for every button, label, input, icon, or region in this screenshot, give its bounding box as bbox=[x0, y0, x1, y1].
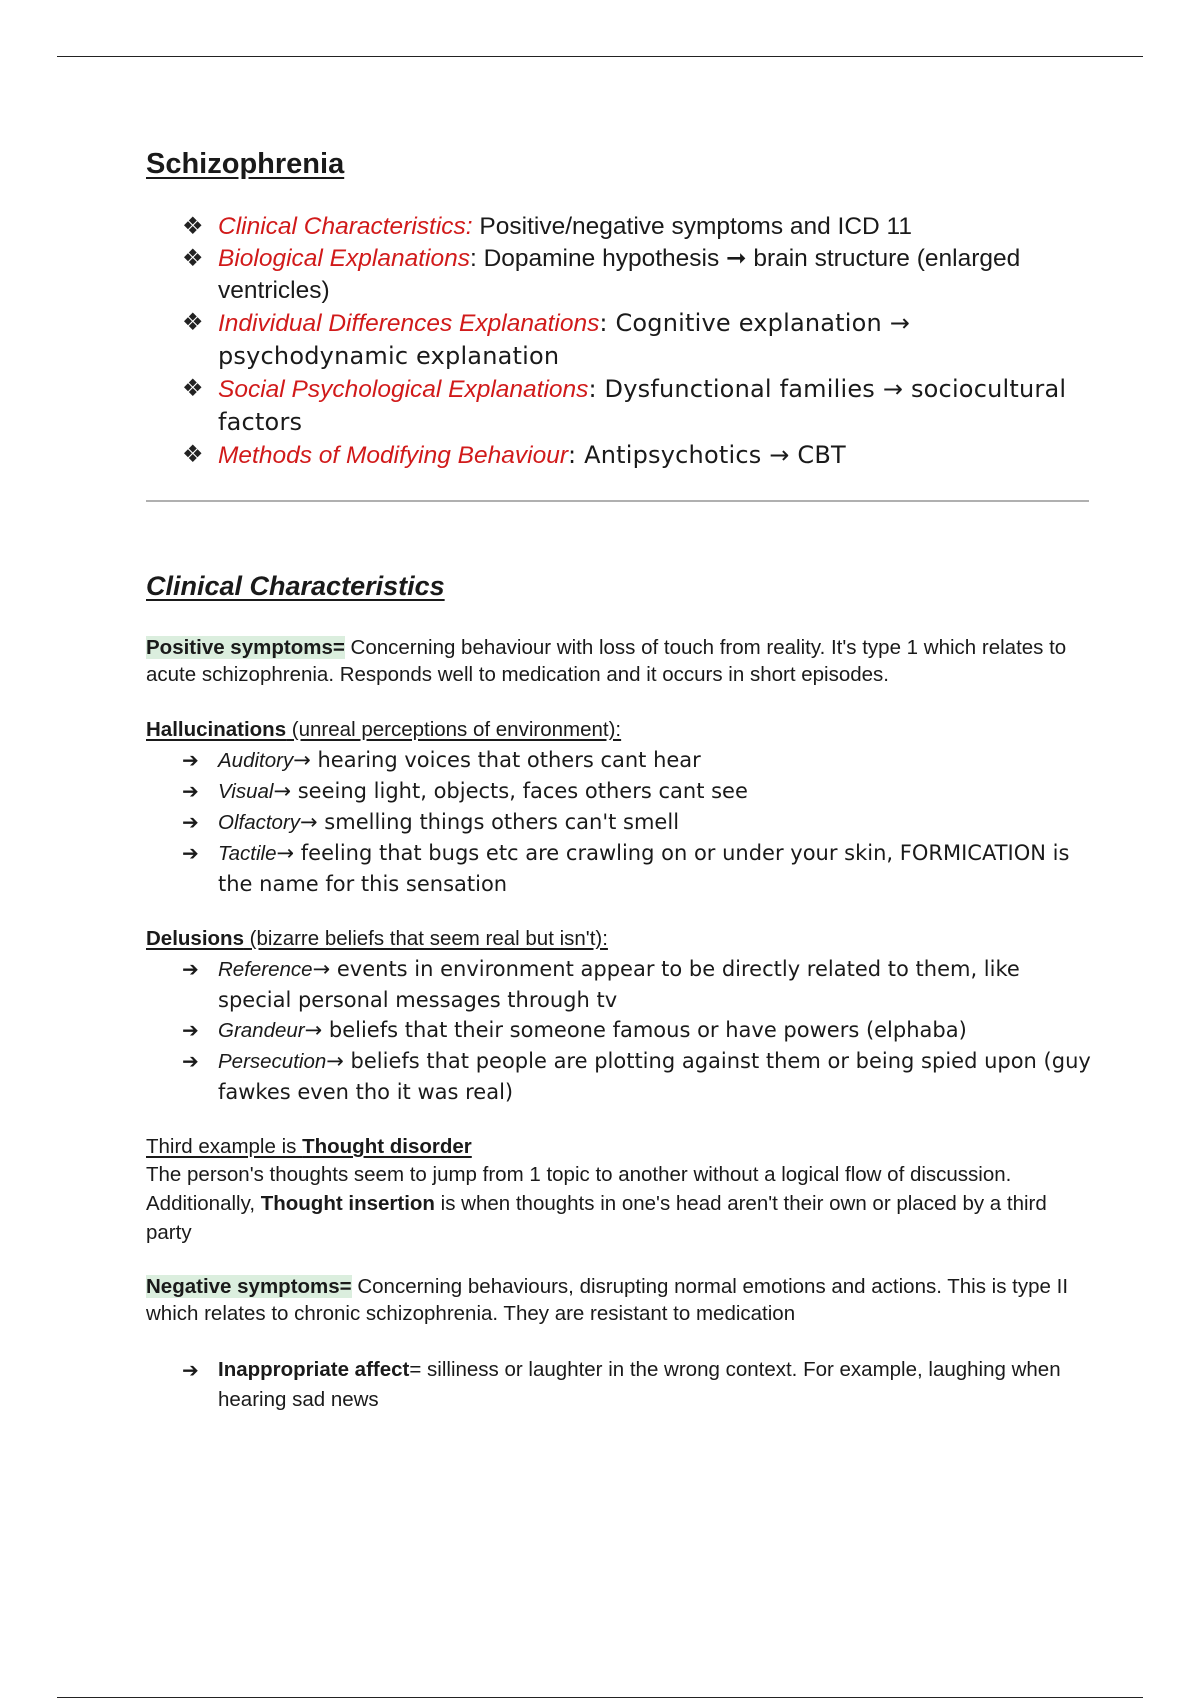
item-term: Tactile bbox=[218, 842, 277, 865]
delusions-list bbox=[146, 954, 1091, 1107]
overview-label: Social Psychological Explanations bbox=[218, 376, 589, 403]
item-term: Inappropriate affect bbox=[218, 1358, 410, 1381]
delusions-desc: (bizarre beliefs that seem real but isn't): bbox=[243, 927, 608, 950]
negative-symptoms-paragraph bbox=[146, 1273, 1091, 1327]
overview-text: : Dysfunctional families → sociocultural factors bbox=[218, 375, 1067, 436]
hallucinations-list bbox=[146, 745, 1091, 899]
item-text: → feeling that bugs etc are crawling on or under your skin, FORMICATION is the name for this sensation bbox=[218, 841, 1070, 896]
item-term: Auditory bbox=[218, 749, 294, 772]
list-item bbox=[146, 838, 1091, 899]
section-title: Clinical Characteristics bbox=[146, 571, 445, 601]
list-item bbox=[146, 776, 1091, 807]
thought-text-1: The person's thoughts seem to jump from 1 topic to another without a logical flow of discussion. Additionally, bbox=[146, 1163, 1012, 1215]
section-divider bbox=[146, 500, 1089, 502]
thought-insertion-term: Thought insertion bbox=[260, 1192, 435, 1215]
item-term: Olfactory bbox=[218, 811, 301, 834]
positive-symptoms-text: Concerning behaviour with loss of touch from reality. It's type 1 which relates to acute schizophrenia. Responds well to medication and it occurs in short episodes. bbox=[146, 636, 1067, 686]
list-item bbox=[146, 1046, 1091, 1107]
arrow-bullet-icon: ➔ bbox=[182, 779, 199, 803]
list-item bbox=[146, 954, 1091, 1015]
item-text: → hearing voices that others cant hear bbox=[293, 748, 701, 772]
item-text: → smelling things others can't smell bbox=[300, 810, 680, 834]
item-term: Visual bbox=[218, 780, 274, 803]
list-item bbox=[146, 807, 1091, 838]
diamond-bullet-icon: ❖ bbox=[182, 245, 204, 272]
delusions-term: Delusions bbox=[146, 927, 244, 950]
arrow-bullet-icon: ➔ bbox=[182, 810, 199, 834]
item-term: Reference bbox=[218, 958, 313, 981]
thought-disorder-paragraph bbox=[146, 1160, 1091, 1247]
hallucinations-term: Hallucinations bbox=[146, 718, 287, 741]
diamond-bullet-icon: ❖ bbox=[182, 441, 204, 468]
hallucinations-heading bbox=[146, 716, 1091, 743]
list-item bbox=[146, 1355, 1091, 1415]
page-title: Schizophrenia bbox=[146, 148, 345, 180]
arrow-bullet-icon: ➔ bbox=[182, 748, 199, 772]
list-item bbox=[146, 745, 1091, 776]
overview-text: : Dopamine hypothesis ➞ brain structure (enlarged ventricles) bbox=[218, 245, 1021, 304]
page-bottom-rule bbox=[57, 1697, 1143, 1698]
negative-symptoms-list bbox=[146, 1355, 1091, 1415]
overview-item bbox=[146, 373, 1091, 439]
overview-text: : Antipsychotics → CBT bbox=[568, 441, 846, 469]
diamond-bullet-icon: ❖ bbox=[182, 375, 204, 402]
overview-text: : Cognitive explanation → psychodynamic explanation bbox=[218, 309, 911, 370]
item-text: → events in environment appear to be directly related to them, like special personal messages through tv bbox=[218, 957, 1020, 1012]
overview-label: Biological Explanations bbox=[218, 245, 470, 272]
page-top-rule bbox=[57, 56, 1143, 57]
overview-label: Individual Differences Explanations bbox=[218, 310, 600, 337]
item-text: → seeing light, objects, faces others cant see bbox=[273, 779, 748, 803]
arrow-bullet-icon: ➔ bbox=[182, 957, 199, 981]
delusions-heading bbox=[146, 925, 1091, 952]
list-item bbox=[146, 1015, 1091, 1046]
item-term: Persecution bbox=[218, 1050, 327, 1073]
item-text: → beliefs that people are plotting against them or being spied upon (guy fawkes even tho it was real) bbox=[218, 1049, 1091, 1104]
overview-label: Methods of Modifying Behaviour bbox=[218, 442, 568, 469]
positive-symptoms-paragraph bbox=[146, 634, 1091, 688]
thought-disorder-heading bbox=[146, 1133, 1091, 1160]
overview-text: Positive/negative symptoms and ICD 11 bbox=[472, 213, 912, 240]
overview-label: Clinical Characteristics: bbox=[218, 213, 473, 240]
overview-item bbox=[146, 211, 1091, 243]
negative-symptoms-label: Negative symptoms= bbox=[146, 1275, 352, 1298]
arrow-bullet-icon: ➔ bbox=[182, 1358, 199, 1382]
overview-item bbox=[146, 243, 1091, 307]
item-text: → beliefs that their someone famous or have powers (elphaba) bbox=[304, 1018, 967, 1042]
thought-text-2: is when thoughts in one's head aren't their own or placed by a third party bbox=[146, 1192, 1047, 1244]
thought-term: Thought disorder bbox=[302, 1135, 472, 1158]
arrow-bullet-icon: ➔ bbox=[182, 1018, 199, 1042]
diamond-bullet-icon: ❖ bbox=[182, 213, 204, 240]
negative-symptoms-text: Concerning behaviours, disrupting normal emotions and actions. This is type II which relates to chronic schizophrenia. They are resistant to medication bbox=[146, 1275, 1069, 1325]
item-text: = silliness or laughter in the wrong context. For example, laughing when hearing sad news bbox=[218, 1358, 1061, 1411]
document-body bbox=[146, 145, 1091, 1415]
diamond-bullet-icon: ❖ bbox=[182, 309, 204, 336]
item-term: Grandeur bbox=[218, 1019, 305, 1042]
overview-list bbox=[146, 211, 1091, 472]
thought-prefix: Third example is bbox=[146, 1135, 303, 1158]
arrow-bullet-icon: ➔ bbox=[182, 841, 199, 865]
overview-item bbox=[146, 307, 1091, 373]
overview-item bbox=[146, 439, 1091, 472]
hallucinations-desc: (unreal perceptions of environment): bbox=[286, 718, 622, 741]
positive-symptoms-label: Positive symptoms= bbox=[146, 636, 345, 659]
arrow-bullet-icon: ➔ bbox=[182, 1049, 199, 1073]
